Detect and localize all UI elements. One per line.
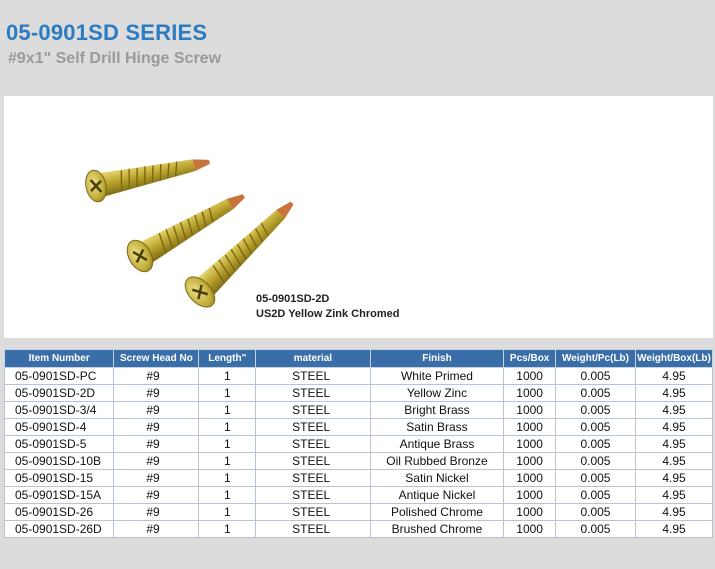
table-body [5, 368, 713, 538]
table-row[interactable] [5, 368, 713, 385]
material-cell: STEEL [256, 368, 370, 385]
table-row[interactable] [5, 419, 713, 436]
weight-box-cell: 4.95 [635, 385, 712, 402]
table-row[interactable] [5, 453, 713, 470]
length-cell: 1 [199, 419, 256, 436]
weight-pc-cell: 0.005 [555, 385, 635, 402]
pcs-box-cell: 1000 [504, 436, 556, 453]
weight-box-cell: 4.95 [635, 368, 712, 385]
screw-head-cell: #9 [114, 385, 199, 402]
finish-cell: Brushed Chrome [370, 521, 504, 538]
screw-head-cell: #9 [114, 419, 199, 436]
length-cell: 1 [199, 470, 256, 487]
finish-cell: Yellow Zinc [370, 385, 504, 402]
screw-head-cell: #9 [114, 487, 199, 504]
finish-cell: Antique Nickel [370, 487, 504, 504]
material-cell: STEEL [256, 402, 370, 419]
material-cell: STEEL [256, 521, 370, 538]
length-cell: 1 [199, 453, 256, 470]
column-header[interactable]: Length" [199, 350, 256, 368]
weight-box-cell: 4.95 [635, 487, 712, 504]
product-photo-panel [4, 96, 713, 338]
finish-cell: Satin Brass [370, 419, 504, 436]
length-cell: 1 [199, 436, 256, 453]
item-number-cell: 05-0901SD-5 [5, 436, 114, 453]
item-number-cell: 05-0901SD-10B [5, 453, 114, 470]
column-header[interactable]: Weight/Pc(Lb) [555, 350, 635, 368]
product-table-wrap [4, 349, 713, 538]
pcs-box-cell: 1000 [504, 368, 556, 385]
item-number-cell: 05-0901SD-26 [5, 504, 114, 521]
screw-head-cell: #9 [114, 402, 199, 419]
table-row[interactable] [5, 436, 713, 453]
weight-pc-cell: 0.005 [555, 521, 635, 538]
weight-pc-cell: 0.005 [555, 453, 635, 470]
screw-head-cell: #9 [114, 521, 199, 538]
pcs-box-cell: 1000 [504, 521, 556, 538]
finish-cell: Polished Chrome [370, 504, 504, 521]
column-header[interactable]: Finish [370, 350, 504, 368]
weight-pc-cell: 0.005 [555, 504, 635, 521]
table-row[interactable] [5, 470, 713, 487]
pcs-box-cell: 1000 [504, 385, 556, 402]
length-cell: 1 [199, 368, 256, 385]
photo-caption [256, 292, 399, 322]
product-table [4, 349, 713, 538]
material-cell: STEEL [256, 470, 370, 487]
weight-pc-cell: 0.005 [555, 419, 635, 436]
page-header [0, 0, 715, 95]
weight-box-cell: 4.95 [635, 504, 712, 521]
table-row[interactable] [5, 487, 713, 504]
caption-description: US2D Yellow Zink Chromed [256, 308, 400, 320]
caption-code: 05-0901SD-2D [256, 293, 330, 305]
table-row[interactable] [5, 504, 713, 521]
weight-box-cell: 4.95 [635, 436, 712, 453]
length-cell: 1 [199, 402, 256, 419]
weight-pc-cell: 0.005 [555, 436, 635, 453]
material-cell: STEEL [256, 453, 370, 470]
weight-pc-cell: 0.005 [555, 487, 635, 504]
material-cell: STEEL [256, 419, 370, 436]
weight-box-cell: 4.95 [635, 470, 712, 487]
length-cell: 1 [199, 504, 256, 521]
pcs-box-cell: 1000 [504, 487, 556, 504]
item-number-cell: 05-0901SD-2D [5, 385, 114, 402]
screw-head-cell: #9 [114, 453, 199, 470]
weight-box-cell: 4.95 [635, 402, 712, 419]
column-header[interactable]: Pcs/Box [504, 350, 556, 368]
page-title: 05-0901SD SERIES [6, 20, 208, 45]
pcs-box-cell: 1000 [504, 453, 556, 470]
screw-1 [83, 146, 213, 203]
weight-box-cell: 4.95 [635, 521, 712, 538]
length-cell: 1 [199, 487, 256, 504]
column-header[interactable]: Screw Head No [114, 350, 199, 368]
weight-box-cell: 4.95 [635, 453, 712, 470]
finish-cell: Oil Rubbed Bronze [370, 453, 504, 470]
item-number-cell: 05-0901SD-PC [5, 368, 114, 385]
weight-pc-cell: 0.005 [555, 402, 635, 419]
table-header-row [5, 350, 713, 368]
finish-cell: White Primed [370, 368, 504, 385]
screw-head-cell: #9 [114, 368, 199, 385]
column-header[interactable]: material [256, 350, 370, 368]
screw-head-cell: #9 [114, 436, 199, 453]
table-row[interactable] [5, 521, 713, 538]
item-number-cell: 05-0901SD-15A [5, 487, 114, 504]
item-number-cell: 05-0901SD-15 [5, 470, 114, 487]
pcs-box-cell: 1000 [504, 402, 556, 419]
column-header[interactable]: Item Number [5, 350, 114, 368]
length-cell: 1 [199, 385, 256, 402]
table-row[interactable] [5, 402, 713, 419]
item-number-cell: 05-0901SD-3/4 [5, 402, 114, 419]
finish-cell: Satin Nickel [370, 470, 504, 487]
material-cell: STEEL [256, 436, 370, 453]
weight-pc-cell: 0.005 [555, 470, 635, 487]
pcs-box-cell: 1000 [504, 419, 556, 436]
weight-pc-cell: 0.005 [555, 368, 635, 385]
pcs-box-cell: 1000 [504, 470, 556, 487]
table-row[interactable] [5, 385, 713, 402]
length-cell: 1 [199, 521, 256, 538]
material-cell: STEEL [256, 504, 370, 521]
material-cell: STEEL [256, 487, 370, 504]
column-header[interactable]: Weight/Box(Lb) [635, 350, 712, 368]
page-subtitle: #9x1" Self Drill Hinge Screw [8, 50, 222, 67]
screw-head-cell: #9 [114, 504, 199, 521]
finish-cell: Bright Brass [370, 402, 504, 419]
item-number-cell: 05-0901SD-26D [5, 521, 114, 538]
finish-cell: Antique Brass [370, 436, 504, 453]
screw-head-cell: #9 [114, 470, 199, 487]
weight-box-cell: 4.95 [635, 419, 712, 436]
item-number-cell: 05-0901SD-4 [5, 419, 114, 436]
pcs-box-cell: 1000 [504, 504, 556, 521]
material-cell: STEEL [256, 385, 370, 402]
